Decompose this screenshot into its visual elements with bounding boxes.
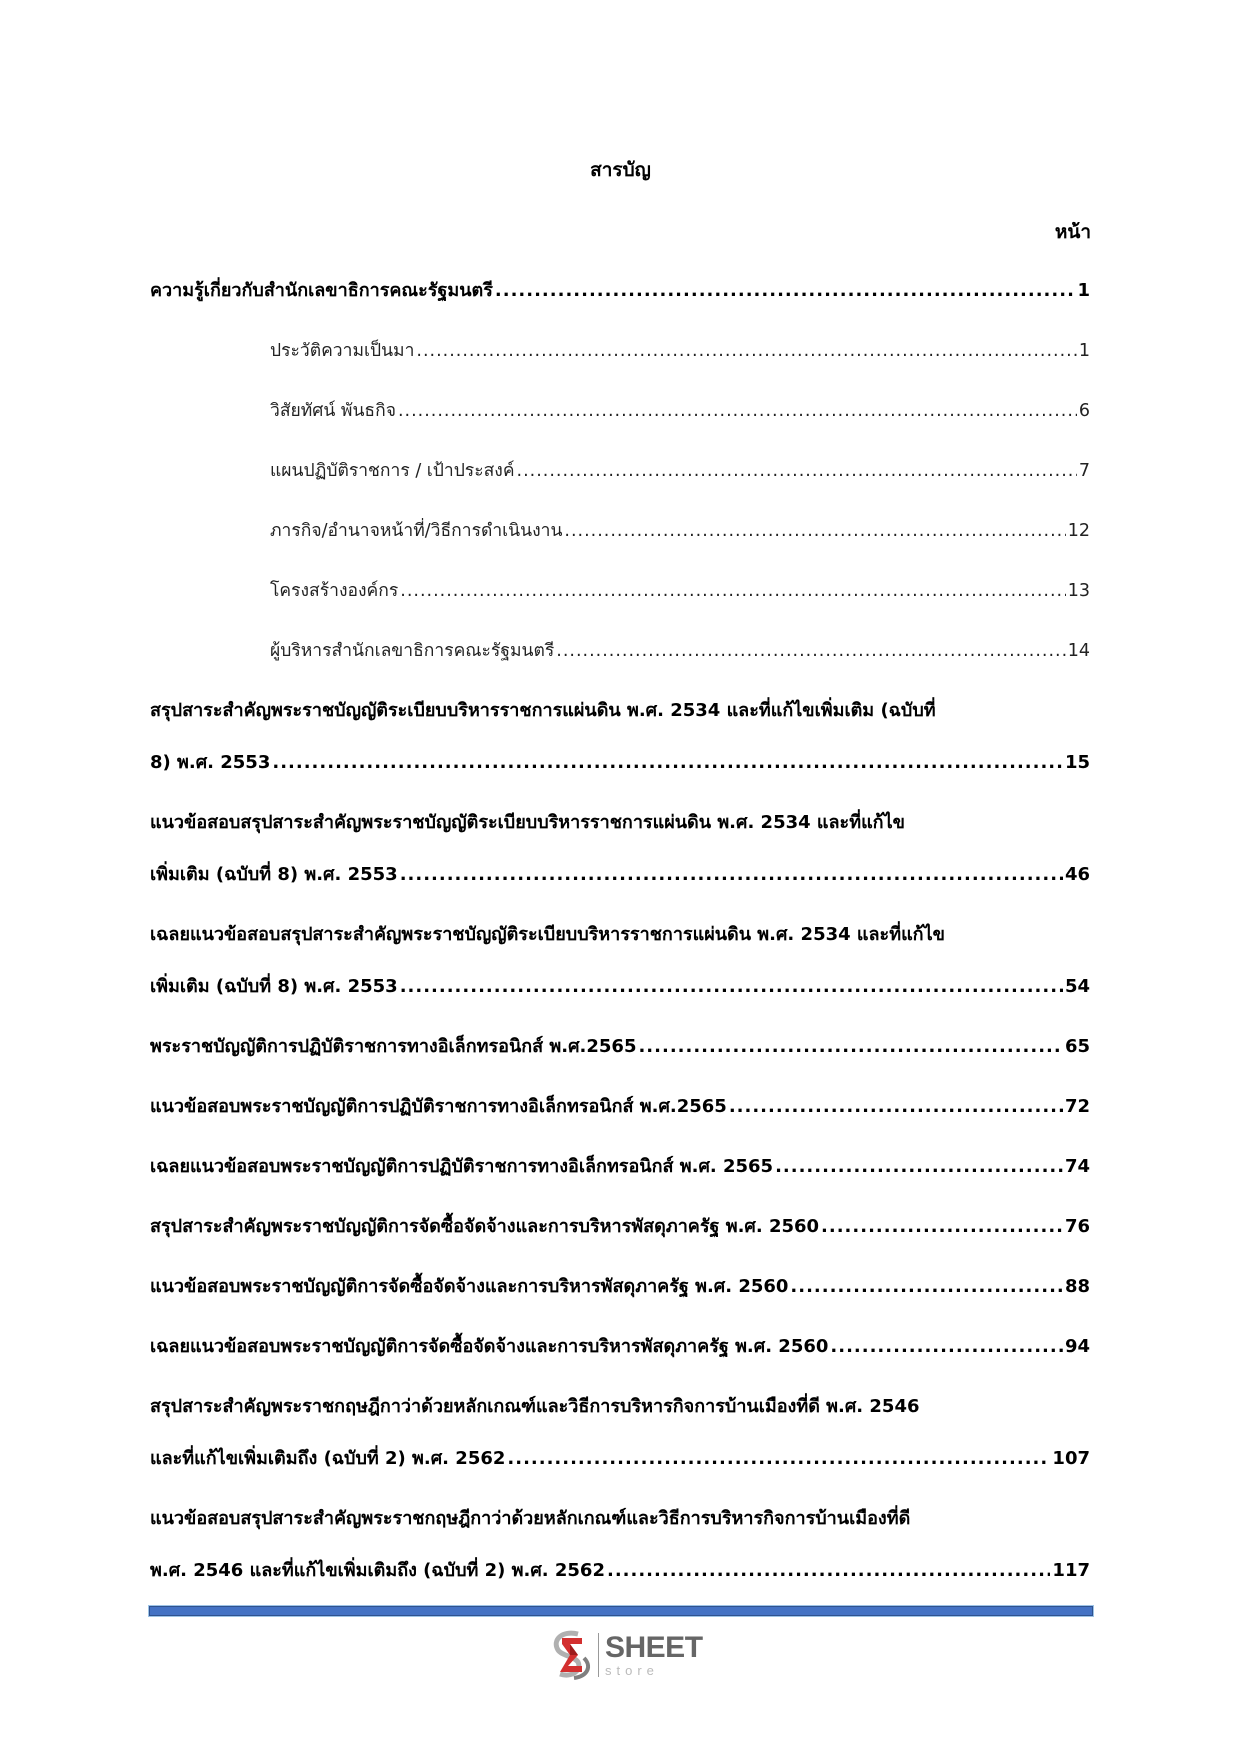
- logo-subtitle: store: [605, 1663, 659, 1678]
- leader-dots: [400, 576, 1065, 606]
- toc-entry-label-line2: เพิ่มเติม (ฉบับที่ 8) พ.ศ. 2553: [150, 976, 398, 997]
- toc-entry-label: ประวัติความเป็นมา: [270, 341, 415, 361]
- toc-entry-label: แนวข้อสอบพระราชบัญญัติการจัดซื้อจัดจ้างและการบริหารพัสดุภาครัฐ พ.ศ. 2560: [150, 1276, 789, 1297]
- toc-subentry[interactable]: [150, 396, 1090, 426]
- leader-dots: [830, 1332, 1063, 1362]
- toc-entry[interactable]: [150, 276, 1090, 306]
- leader-dots: [638, 1032, 1062, 1062]
- toc-page-number: 94: [1064, 1336, 1090, 1357]
- toc-entry[interactable]: [150, 1504, 1090, 1586]
- leader-dots: [507, 1444, 1050, 1474]
- toc-entry-label-line1: เฉลยแนวข้อสอบสรุปสาระสำคัญพระราชบัญญัติระเบียบบริหารราชการแผ่นดิน พ.ศ. 2534 และที่แก้ไข: [150, 924, 945, 945]
- toc-page-number: 14: [1067, 641, 1090, 661]
- logo-name: SHEET: [605, 1631, 703, 1664]
- leader-dots: [564, 516, 1065, 546]
- toc-entry-label-line2: เพิ่มเติม (ฉบับที่ 8) พ.ศ. 2553: [150, 864, 398, 885]
- toc-entry-label-line2: และที่แก้ไขเพิ่มเติมถึง (ฉบับที่ 2) พ.ศ. 2562: [150, 1448, 506, 1469]
- page-title: สารบัญ: [590, 159, 651, 181]
- toc-entry-label: ผู้บริหารสำนักเลขาธิการคณะรัฐมนตรี: [270, 641, 555, 661]
- toc-entry[interactable]: [150, 1032, 1090, 1062]
- leader-dots: [272, 748, 1063, 778]
- logo-divider: [598, 1633, 599, 1677]
- toc-subentry[interactable]: [150, 336, 1090, 366]
- page-column-header: หน้า: [1054, 221, 1091, 243]
- toc-entry[interactable]: [150, 808, 1090, 890]
- toc-entry-label: เฉลยแนวข้อสอบพระราชบัญญัติการจัดซื้อจัดจ้างและการบริหารพัสดุภาครัฐ พ.ศ. 2560: [150, 1336, 829, 1357]
- toc-page-number: 7: [1078, 461, 1090, 481]
- table-of-contents: [150, 276, 1090, 1616]
- leader-dots: [495, 276, 1076, 306]
- toc-page-number: 65: [1064, 1036, 1090, 1057]
- toc-page-number: 13: [1067, 581, 1090, 601]
- sheet-store-s-logo-icon: [548, 1630, 594, 1680]
- toc-entry[interactable]: [150, 1092, 1090, 1122]
- toc-page-number: 1: [1078, 341, 1090, 361]
- toc-page-number: 15: [1064, 752, 1090, 773]
- toc-entry[interactable]: [150, 1332, 1090, 1362]
- toc-entry[interactable]: [150, 1392, 1090, 1474]
- leader-dots: [821, 1212, 1063, 1242]
- toc-entry[interactable]: [150, 920, 1090, 1002]
- toc-subentry[interactable]: [150, 456, 1090, 486]
- toc-page-number: 54: [1064, 976, 1090, 997]
- toc-entry-label: เฉลยแนวข้อสอบพระราชบัญญัติการปฏิบัติราชการทางอิเล็กทรอนิกส์ พ.ศ. 2565: [150, 1156, 774, 1177]
- toc-subentry[interactable]: [150, 576, 1090, 606]
- toc-subentry[interactable]: [150, 636, 1090, 666]
- leader-dots: [400, 860, 1063, 890]
- leader-dots: [416, 336, 1076, 366]
- toc-page-number: 46: [1064, 864, 1090, 885]
- toc-page-number: 76: [1064, 1216, 1090, 1237]
- toc-entry-label-line1: สรุปสาระสำคัญพระราชกฤษฎีกาว่าด้วยหลักเกณฑ์และวิธีการบริหารกิจการบ้านเมืองที่ดี พ.ศ. 2546: [150, 1396, 920, 1417]
- toc-entry[interactable]: [150, 1212, 1090, 1242]
- toc-page-number: 107: [1052, 1448, 1090, 1469]
- leader-dots: [775, 1152, 1063, 1182]
- toc-entry[interactable]: [150, 1272, 1090, 1302]
- footer-divider-bar: [149, 1606, 1093, 1616]
- toc-page-number: 117: [1052, 1560, 1090, 1581]
- toc-entry-label-line2: พ.ศ. 2546 และที่แก้ไขเพิ่มเติมถึง (ฉบับที่ 2) พ.ศ. 2562: [150, 1560, 605, 1581]
- toc-page-number: 1: [1077, 280, 1090, 301]
- toc-page-number: 88: [1064, 1276, 1090, 1297]
- toc-entry-label: พระราชบัญญัติการปฏิบัติราชการทางอิเล็กทรอนิกส์ พ.ศ.2565: [150, 1036, 637, 1057]
- leader-dots: [400, 972, 1063, 1002]
- toc-page-number: 6: [1078, 401, 1090, 421]
- toc-entry-label: สรุปสาระสำคัญพระราชบัญญัติการจัดซื้อจัดจ้างและการบริหารพัสดุภาครัฐ พ.ศ. 2560: [150, 1216, 820, 1237]
- toc-entry-label-line1: แนวข้อสอบสรุปสาระสำคัญพระราชกฤษฎีกาว่าด้วยหลักเกณฑ์และวิธีการบริหารกิจการบ้านเมืองที่ดี: [150, 1508, 911, 1529]
- toc-page-number: 72: [1064, 1096, 1090, 1117]
- toc-entry-label: แนวข้อสอบพระราชบัญญัติการปฏิบัติราชการทางอิเล็กทรอนิกส์ พ.ศ.2565: [150, 1096, 727, 1117]
- toc-entry-label-line2: 8) พ.ศ. 2553: [150, 752, 271, 773]
- toc-subentry[interactable]: [150, 516, 1090, 546]
- leader-dots: [790, 1272, 1063, 1302]
- toc-entry[interactable]: [150, 1152, 1090, 1182]
- leader-dots: [398, 396, 1077, 426]
- toc-entry-label: ภารกิจ/อำนาจหน้าที่/วิธีการดำเนินงาน: [270, 521, 563, 541]
- toc-entry-label: ความรู้เกี่ยวกับสำนักเลขาธิการคณะรัฐมนตรี: [150, 280, 493, 301]
- leader-dots: [607, 1556, 1050, 1586]
- leader-dots: [729, 1092, 1063, 1122]
- toc-page-number: 12: [1067, 521, 1090, 541]
- toc-entry-label: แผนปฏิบัติราชการ / เป้าประสงค์: [270, 461, 515, 481]
- toc-entry-label: วิสัยทัศน์ พันธกิจ: [270, 401, 396, 421]
- toc-entry-label: โครงสร้างองค์กร: [270, 581, 399, 601]
- toc-entry-label-line1: สรุปสาระสำคัญพระราชบัญญัติระเบียบบริหารราชการแผ่นดิน พ.ศ. 2534 และที่แก้ไขเพิ่มเติม (ฉบับที่: [150, 700, 936, 721]
- leader-dots: [556, 636, 1065, 666]
- leader-dots: [517, 456, 1077, 486]
- toc-page-number: 74: [1064, 1156, 1090, 1177]
- toc-entry-label-line1: แนวข้อสอบสรุปสาระสำคัญพระราชบัญญัติระเบียบบริหารราชการแผ่นดิน พ.ศ. 2534 และที่แก้ไข: [150, 812, 905, 833]
- sheet-store-logo: [548, 1630, 703, 1680]
- toc-entry[interactable]: [150, 696, 1090, 778]
